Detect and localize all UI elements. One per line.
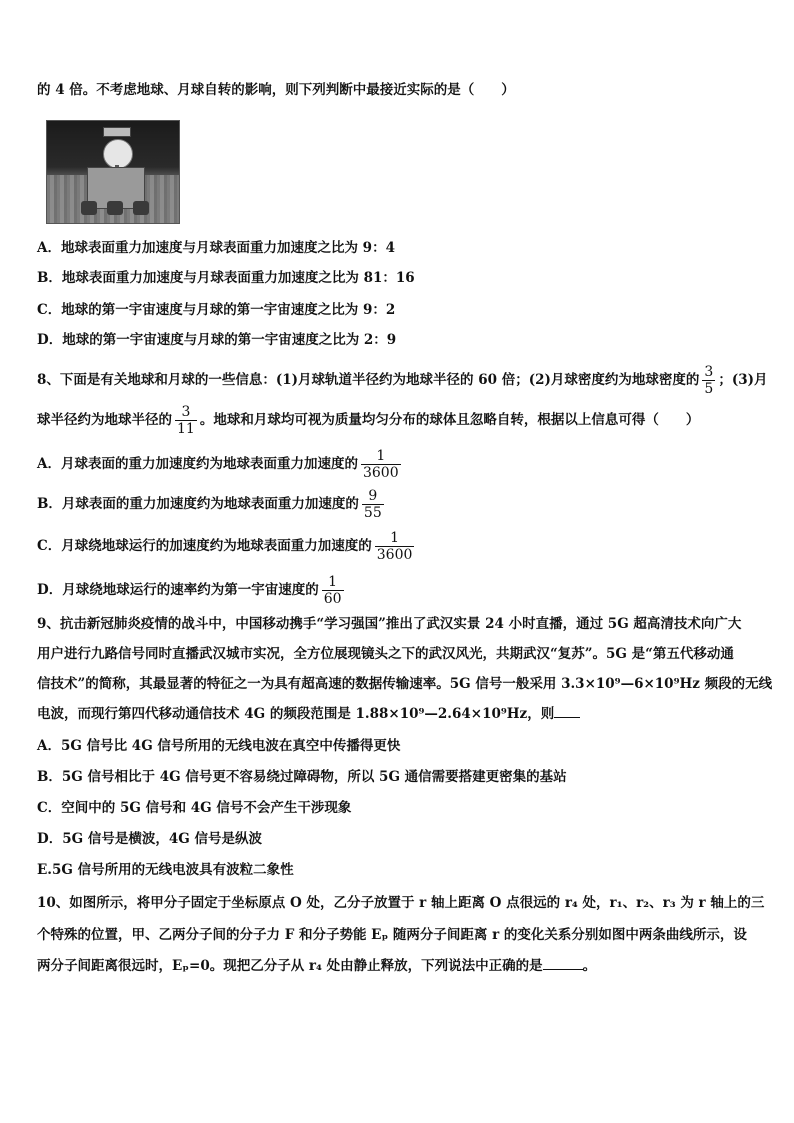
answer-blank[interactable] (543, 957, 583, 970)
fraction: $\frac{3}{5}$ (704, 364, 714, 397)
q8-line-1: 8、下面是有关地球和月球的一些信息：(1)月球轨道半径约为地球半径的 60 倍；(2)月球密度约为地球密度的 $\frac{3}{5}$ ；(3)月 (37, 364, 768, 397)
q9-option-b: B．5G 信号相比于 4G 信号更不容易绕过障碍物，所以 5G 通信需要搭建更密集的基站 (37, 769, 567, 785)
q7-option-a: A．地球表面重力加速度与月球表面重力加速度之比为 9：4 (37, 240, 395, 256)
fraction: $\frac{1}{3600}$ (362, 448, 399, 481)
q9-option-c: C．空间中的 5G 信号和 4G 信号不会产生干涉现象 (37, 800, 352, 816)
q8-line-2: 球半径约为地球半径的 $\frac{3}{11}$ 。地球和月球均可视为质量均匀分布的球体且忽略自转，根据以上信息可得（ ） (37, 404, 700, 437)
q9-line-1: 9、抗击新冠肺炎疫情的战斗中，中国移动携手“学习强国”推出了武汉实景 24 小时直播，通过 5G 超高清技术向广大 (37, 616, 742, 632)
q7-intro: 的 4 倍。不考虑地球、月球自转的影响，则下列判断中最接近实际的是（ ） (37, 82, 515, 98)
q9-line-3: 信技术”的简称，其最显著的特征之一为具有超高速的数据传输速率。5G 信号一般采用 3.3×10⁹—6×10⁹Hz 频段的无线 (37, 676, 773, 692)
q10-line-3: 两分子间距离很远时，Eₚ=0。现把乙分子从 r₄ 处由静止释放，下列说法中正确的是 。 (37, 958, 597, 974)
q9-line-2: 用户进行九路信号同时直播武汉城市实况，全方位展现镜头之下的武汉风光，共期武汉“复苏”。5G 是“第五代移动通 (37, 646, 734, 662)
q7-option-c: C．地球的第一宇宙速度与月球的第一宇宙速度之比为 9：2 (37, 302, 396, 318)
q9-line-4: 电波，而现行第四代移动通信技术 4G 的频段范围是 1.88×10⁹—2.64×10⁹Hz，则 (37, 704, 764, 724)
fraction: $\frac{9}{55}$ (363, 488, 382, 521)
q7-option-b: B．地球表面重力加速度与月球表面重力加速度之比为 81：16 (37, 270, 415, 286)
q9-option-d: D．5G 信号是横波，4G 信号是纵波 (37, 831, 262, 847)
q10-line-2: 个特殊的位置，甲、乙两分子间的分子力 F 和分子势能 Eₚ 随两分子间距离 r 的变化关系分别如图中两条曲线所示，设 (37, 927, 747, 943)
fraction: $\frac{3}{11}$ (177, 404, 195, 437)
q8-option-c: C．月球绕地球运行的加速度约为地球表面重力加速度的 $\frac{1}{3600}$ (37, 530, 413, 563)
q8-option-a: A．月球表面的重力加速度约为地球表面重力加速度的 $\frac{1}{3600}$ (37, 448, 399, 481)
q8-option-d: D．月球绕地球运行的速率约为第一宇宙速度的 $\frac{1}{60}$ (37, 574, 342, 607)
fraction: $\frac{1}{3600}$ (376, 530, 413, 563)
q8-option-b: B．月球表面的重力加速度约为地球表面重力加速度的 $\frac{9}{55}$ (37, 488, 382, 521)
q9-option-e: E.5G 信号所用的无线电波具有波粒二象性 (37, 862, 294, 878)
q9-option-a: A．5G 信号比 4G 信号所用的无线电波在真空中传播得更快 (37, 738, 401, 754)
q10-line-1: 10、如图所示，将甲分子固定于坐标原点 O 处，乙分子放置于 r 轴上距离 O 点很远的 r₄ 处，r₁、r₂、r₃ 为 r 轴上的三 (37, 895, 765, 911)
answer-blank[interactable] (554, 705, 580, 718)
fraction: $\frac{1}{60}$ (323, 574, 342, 607)
lunar-rover-photo (46, 120, 180, 224)
q7-option-d: D．地球的第一宇宙速度与月球的第一宇宙速度之比为 2：9 (37, 332, 397, 348)
